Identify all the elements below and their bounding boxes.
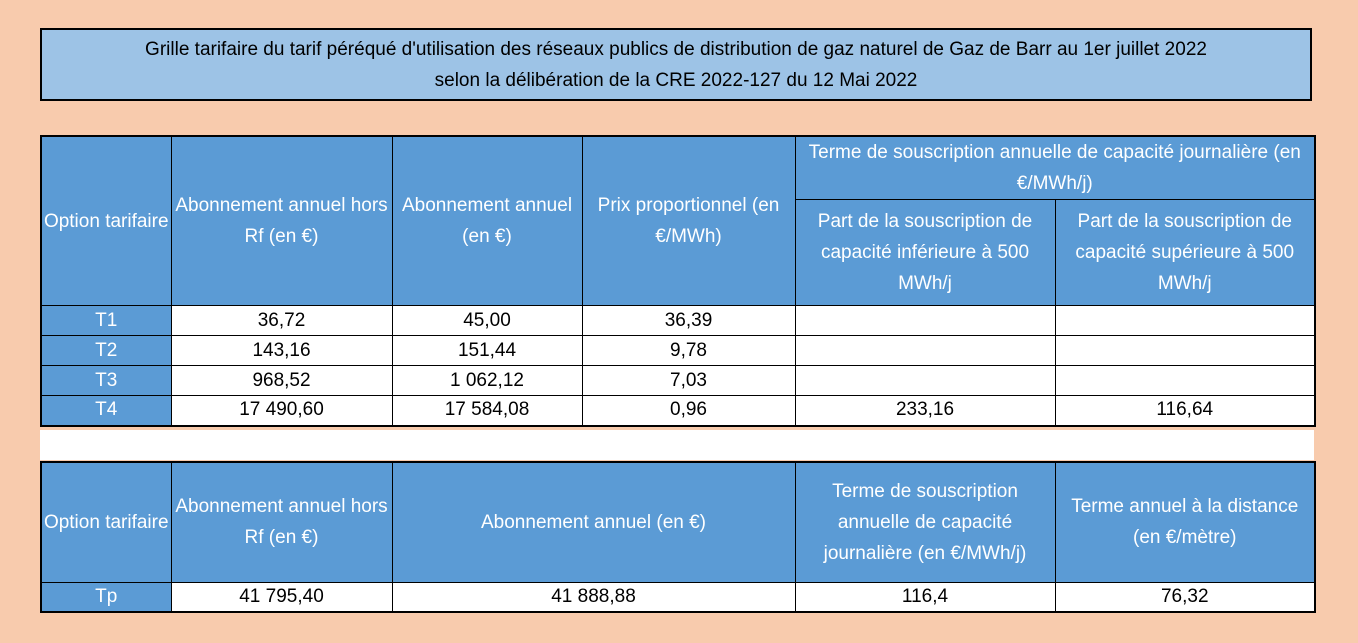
- cell-option: T2: [41, 336, 171, 366]
- table-row: [41, 582, 1315, 612]
- cell-abo-hors-rf: 968,52: [171, 366, 392, 396]
- cell-abo: 45,00: [392, 306, 582, 336]
- header-abo: Abonnement annuel (en €): [392, 462, 795, 582]
- tariff-table-tp: [40, 461, 1316, 613]
- cell-part-inf: [795, 366, 1055, 396]
- cell-abo: 17 584,08: [392, 396, 582, 426]
- cell-abo: 41 888,88: [392, 582, 795, 612]
- cell-prix: 36,39: [582, 306, 795, 336]
- table-row: [41, 306, 1315, 336]
- header-part-inf: Part de la souscription de capacité inférieure à 500 MWh/j: [795, 200, 1055, 306]
- header-option: Option tarifaire: [41, 136, 171, 306]
- cell-option: T1: [41, 306, 171, 336]
- title-line-1: Grille tarifaire du tarif péréqué d'utilisation des réseaux publics de distribution de gaz naturel de Gaz de Barr au 1er juillet 2022: [145, 38, 1207, 60]
- cell-prix: 9,78: [582, 336, 795, 366]
- header-abo: Abonnement annuel (en €): [392, 136, 582, 306]
- header-terme: Terme de souscription annuelle de capacité journalière (en €/MWh/j): [795, 462, 1055, 582]
- table-spacer: [40, 430, 1314, 460]
- header-prix: Prix proportionnel (en €/MWh): [582, 136, 795, 306]
- title-line-2: selon la délibération de la CRE 2022-127 du 12 Mai 2022: [434, 69, 918, 91]
- cell-terme: 116,4: [795, 582, 1055, 612]
- table-row: [41, 396, 1315, 426]
- page-title: [40, 28, 1312, 101]
- tariff-table-main: [40, 135, 1316, 427]
- cell-abo-hors-rf: 36,72: [171, 306, 392, 336]
- header-abo-hors-rf: Abonnement annuel hors Rf (en €): [171, 462, 392, 582]
- cell-option: T3: [41, 366, 171, 396]
- cell-prix: 0,96: [582, 396, 795, 426]
- header-part-sup: Part de la souscription de capacité supérieure à 500 MWh/j: [1055, 200, 1315, 306]
- table-row: [41, 366, 1315, 396]
- cell-distance: 76,32: [1055, 582, 1315, 612]
- header-option: Option tarifaire: [41, 462, 171, 582]
- cell-abo: 151,44: [392, 336, 582, 366]
- cell-part-inf: [795, 336, 1055, 366]
- table-row: [41, 336, 1315, 366]
- cell-part-sup: [1055, 336, 1315, 366]
- cell-abo-hors-rf: 17 490,60: [171, 396, 392, 426]
- cell-prix: 7,03: [582, 366, 795, 396]
- cell-part-sup: [1055, 366, 1315, 396]
- cell-abo-hors-rf: 143,16: [171, 336, 392, 366]
- cell-option: Tp: [41, 582, 171, 612]
- header-terme: Terme de souscription annuelle de capacité journalière (en €/MWh/j): [795, 136, 1315, 200]
- cell-abo: 1 062,12: [392, 366, 582, 396]
- cell-part-inf: 233,16: [795, 396, 1055, 426]
- cell-part-sup: [1055, 306, 1315, 336]
- header-abo-hors-rf: Abonnement annuel hors Rf (en €): [171, 136, 392, 306]
- cell-part-inf: [795, 306, 1055, 336]
- cell-part-sup: 116,64: [1055, 396, 1315, 426]
- cell-option: T4: [41, 396, 171, 426]
- header-distance: Terme annuel à la distance (en €/mètre): [1055, 462, 1315, 582]
- cell-abo-hors-rf: 41 795,40: [171, 582, 392, 612]
